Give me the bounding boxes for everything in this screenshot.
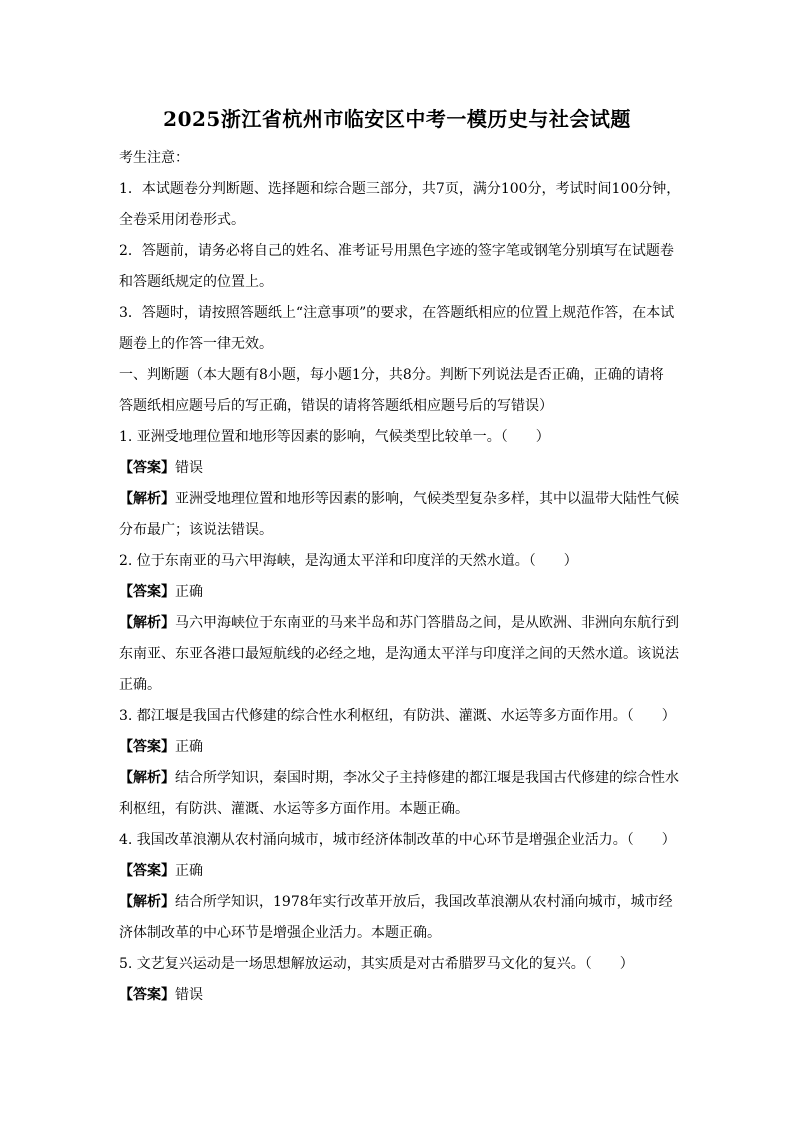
- section-heading-line-1: 一、判断题（本大题有8小题，每小题1分，共8分。判断下列说法是否正确，正确的请将: [119, 367, 664, 383]
- question-3-analysis-line-2: 利枢纽，有防洪、灌溉、水运等多方面作用。本题正确。: [119, 801, 469, 817]
- question-1-answer: [119, 453, 683, 484]
- question-3-text: 3. 都江堰是我国古代修建的综合性水利枢纽，有防洪、灌溉、水运等多方面作用。（ ）: [119, 708, 676, 724]
- notice-item-3-line-2: 题卷上的作答一律无效。: [119, 336, 273, 352]
- answer-value: 正确: [175, 863, 203, 879]
- analysis-label: 【解析】: [119, 491, 175, 507]
- question-3-answer: [119, 732, 683, 763]
- analysis-text: 亚洲受地理位置和地形等因素的影响，气候类型复杂多样，其中以温带大陆性气候: [175, 491, 679, 507]
- question-4-analysis-line-2: 济体制改革的中心环节是增强企业活力。本题正确。: [119, 925, 441, 941]
- question-4-analysis: [119, 887, 683, 918]
- question-1-text: 1. 亚洲受地理位置和地形等因素的影响，气候类型比较单一。（ ）: [119, 429, 550, 445]
- question-2-analysis-line-2: 东南亚、东亚各港口最短航线的必经之地，是沟通太平洋与印度洋之间的天然水道。该说法: [119, 646, 679, 662]
- analysis-text: 结合所学知识，秦国时期，李冰父子主持修建的都江堰是我国古代修建的综合性水: [175, 770, 679, 786]
- question-1-analysis: [119, 484, 683, 515]
- question-5-text: 5. 文艺复兴运动是一场思想解放运动，其实质是对古希腊罗马文化的复兴。（ ）: [119, 956, 634, 972]
- notice-item-1-line-2: 全卷采用闭卷形式。: [119, 212, 245, 228]
- analysis-text: 马六甲海峡位于东南亚的马来半岛和苏门答腊岛之间，是从欧洲、非洲向东航行到: [175, 615, 679, 631]
- answer-label: 【答案】: [119, 863, 175, 879]
- analysis-label: 【解析】: [119, 615, 175, 631]
- answer-value: 错误: [175, 987, 203, 1003]
- notice-item-1-line-1: 1．本试题卷分判断题、选择题和综合题三部分，共7页，满分100分，考试时间100分钟，: [119, 181, 681, 197]
- section-heading-line-2: 答题纸相应题号后的写正确，错误的请将答题纸相应题号后的写错误）: [119, 398, 553, 414]
- document-body: [119, 143, 683, 1011]
- answer-value: 错误: [175, 460, 203, 476]
- question-1-analysis-line-2: 分布最广；该说法错误。: [119, 522, 273, 538]
- notice-item-2-line-2: 和答题纸规定的位置上。: [119, 274, 273, 290]
- answer-label: 【答案】: [119, 460, 175, 476]
- answer-label: 【答案】: [119, 739, 175, 755]
- question-4-text: 4. 我国改革浪潮从农村涌向城市，城市经济体制改革的中心环节是增强企业活力。（ ）: [119, 832, 676, 848]
- question-4-answer: [119, 856, 683, 887]
- question-3-analysis: [119, 763, 683, 794]
- page-title: 2025浙江省杭州市临安区中考一模历史与社会试题: [163, 107, 631, 131]
- analysis-label: 【解析】: [119, 770, 175, 786]
- question-5-answer: [119, 980, 683, 1011]
- question-2-text: 2. 位于东南亚的马六甲海峡，是沟通太平洋和印度洋的天然水道。（ ）: [119, 553, 578, 569]
- analysis-text: 结合所学知识，1978年实行改革开放后，我国改革浪潮从农村涌向城市，城市经: [175, 894, 673, 910]
- answer-label: 【答案】: [119, 584, 175, 600]
- question-2-answer: [119, 577, 683, 608]
- notice-heading: 考生注意：: [119, 150, 189, 166]
- analysis-label: 【解析】: [119, 894, 175, 910]
- question-2-analysis-line-3: 正确。: [119, 677, 161, 693]
- answer-value: 正确: [175, 739, 203, 755]
- answer-value: 正确: [175, 584, 203, 600]
- notice-item-2-line-1: 2．答题前，请务必将自己的姓名、准考证号用黑色字迹的签字笔或钢笔分别填写在试题卷: [119, 243, 674, 259]
- question-2-analysis: [119, 608, 683, 639]
- answer-label: 【答案】: [119, 987, 175, 1003]
- notice-item-3-line-1: 3．答题时，请按照答题纸上“注意事项”的要求，在答题纸相应的位置上规范作答，在本试: [119, 305, 675, 321]
